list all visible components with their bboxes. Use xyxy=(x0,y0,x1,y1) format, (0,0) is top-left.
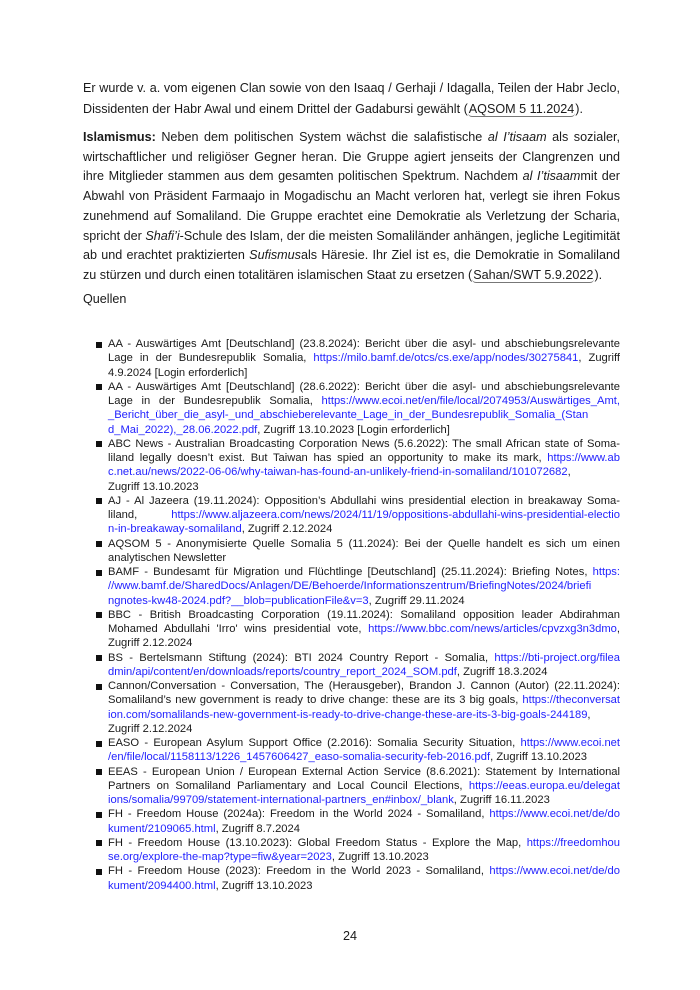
square-bullet-icon xyxy=(96,741,102,747)
text-segment: Partners on Somaliland Parliamentary and Local Council Elections, xyxy=(108,779,469,792)
text-segment: zu stürzen und durch einen totalitären islamischen Staat zu ersetzen ( xyxy=(83,267,473,282)
reference-link[interactable]: https://eeas.europa.eu/delegat xyxy=(468,779,620,792)
text-line xyxy=(108,337,620,351)
text-line xyxy=(108,693,620,707)
text-segment: Lage in der Bundesrepublik Somalia, xyxy=(108,395,322,407)
square-bullet-icon xyxy=(96,869,102,875)
reference-link[interactable]: se.org/explore-the-map?type=fiw&year=2023 xyxy=(108,851,332,863)
square-bullet-icon xyxy=(96,655,102,661)
text-segment: , Zugriff 18.3.2024 xyxy=(456,665,548,678)
text-line xyxy=(108,380,620,394)
text-line xyxy=(108,807,620,821)
text-segment: , Zugriff xyxy=(578,352,620,365)
text-line xyxy=(83,167,620,187)
square-bullet-icon xyxy=(96,384,102,390)
text-line xyxy=(108,864,620,878)
reference-link[interactable]: https://www.ecoi.net/en/file/local/2074953/Auswärtiges_Amt, xyxy=(321,395,620,407)
sources-heading: Quellen xyxy=(83,292,127,306)
reference-link[interactable]: n-in-breakaway-somaliland xyxy=(108,523,242,536)
citation-link[interactable]: AQSOM 5 11.2024 xyxy=(468,101,575,116)
square-bullet-icon xyxy=(96,441,102,447)
text-line xyxy=(108,423,620,437)
text-line xyxy=(108,708,620,722)
text-line xyxy=(108,508,620,522)
reference-item xyxy=(96,437,620,494)
square-bullet-icon xyxy=(96,769,102,775)
text-segment: Zugriff 2.12.2024 xyxy=(108,637,193,650)
reference-link[interactable]: https://www.ab xyxy=(547,452,620,464)
reference-link[interactable]: dmin/api/content/en/downloads/reports/country_report_2024_SOM.pdf xyxy=(108,665,457,678)
text-line xyxy=(108,636,620,650)
paragraph-islamismus xyxy=(83,128,620,286)
text-segment: Lage in der Bundesrepublik Somalia, xyxy=(108,352,314,365)
text-segment: ihre Mitglieder stammen aus dem gesamten politischen Spektrum. Nachdem xyxy=(83,169,523,184)
text-line xyxy=(108,793,620,807)
text-line xyxy=(108,879,620,893)
text-line xyxy=(108,451,620,465)
square-bullet-icon xyxy=(96,612,102,618)
reference-link[interactable]: https://www.bbc.com/news/articles/cpvzxg3n3dmo xyxy=(368,623,617,635)
text-segment: analytischen Newsletter xyxy=(108,551,227,564)
reference-link[interactable]: c.net.au/news/2022-06-06/why-taiwan-has-found-an-unlikely-friend-in-somaliland/101072682 xyxy=(108,466,568,479)
reference-link[interactable]: d_Mai_2022),_28.06.2022.pdf xyxy=(108,423,258,436)
reference-link[interactable]: https://milo.bamf.de/otcs/cs.exe/app/nodes/30275841 xyxy=(313,352,579,365)
text-segment: Mohamed Abdullahi 'Irro' wins presidential vote, xyxy=(108,623,369,635)
text-line xyxy=(108,836,620,850)
reference-item xyxy=(96,679,620,736)
reference-link[interactable]: https://www.ecoi.net/de/do xyxy=(489,865,620,878)
reference-link[interactable]: https://bti-project.org/filea xyxy=(494,651,620,664)
reference-item xyxy=(96,765,620,808)
text-segment: Neben dem politischen System wächst die salafistische xyxy=(155,130,488,144)
text-line xyxy=(108,394,620,408)
text-line xyxy=(83,99,620,120)
text-line xyxy=(108,408,620,422)
text-segment: , Zugriff 16.11.2023 xyxy=(453,794,550,806)
text-line xyxy=(108,722,620,736)
reference-link[interactable]: https: xyxy=(592,566,620,578)
reference-link[interactable]: https://www.ecoi.net/de/do xyxy=(489,808,620,821)
text-segment: , xyxy=(587,708,591,721)
text-segment: BBC - British Broadcasting Corporation (19.11.2024): Somaliland opposition leader Abdirahman xyxy=(108,608,620,621)
bold-term: Islamismus: xyxy=(83,130,156,144)
text-line xyxy=(83,148,620,168)
text-line xyxy=(83,207,620,227)
text-line xyxy=(108,736,620,750)
reference-link[interactable]: ion.com/somalilands-new-government-is-ready-to-drive-change-these-are-its-3-big-goals-244189 xyxy=(108,708,588,721)
square-bullet-icon xyxy=(96,342,102,348)
square-bullet-icon xyxy=(96,684,102,690)
text-segment: spricht der xyxy=(83,228,146,243)
italic-term: al I’tisaam xyxy=(487,130,547,144)
text-line xyxy=(108,594,620,608)
reference-link[interactable]: https://www.ecoi.net xyxy=(520,737,620,749)
text-segment: ab und erachtet praktizierten xyxy=(83,248,250,263)
reference-item xyxy=(96,864,620,893)
text-segment: , Zugriff 8.7.2024 xyxy=(215,822,300,835)
text-segment: wirtschaftlicher und religiöser Gegner heran. Die Gruppe agiert jenseits der Clangrenzen und xyxy=(83,149,620,164)
text-line xyxy=(83,128,620,148)
paragraph-election xyxy=(83,78,620,119)
text-segment: EASO - European Asylum Support Office (2.2016): Somalia Security Situation, xyxy=(108,737,521,749)
reference-item xyxy=(96,807,620,836)
reference-link[interactable]: /en/file/local/1158113/1226_1457606427_easo-somalia-security-feb-2016.pdf xyxy=(108,751,491,764)
text-segment: liland legally doesn’t exist. But Taiwan has spied an opportunity to make its mark, xyxy=(108,452,548,464)
text-line xyxy=(108,622,620,636)
text-segment: , xyxy=(616,623,620,635)
text-segment: AA - Auswärtiges Amt [Deutschland] (28.6.2022): Bericht über die asyl- und abschiebungsrelevante xyxy=(108,380,620,393)
text-segment: , Zugriff 13.10.2023 xyxy=(215,879,313,892)
text-segment: Zugriff 13.10.2023 xyxy=(108,480,199,493)
square-bullet-icon xyxy=(96,840,102,846)
reference-link[interactable]: kument/2109065.html xyxy=(108,822,216,835)
text-line xyxy=(108,465,620,479)
reference-link[interactable]: ngnotes-kw48-2024.pdf?__blob=publicationFile&v=3 xyxy=(108,594,369,607)
text-line xyxy=(83,246,620,266)
text-segment: BAMF - Bundesamt für Migration und Flüchtlinge [Deutschland] (25.11.2024): Briefing Notes, xyxy=(108,566,593,578)
text-line xyxy=(83,227,620,247)
italic-term: Sufismus xyxy=(249,248,301,263)
text-segment: , Zugriff 13.10.2023 xyxy=(490,751,587,764)
text-line xyxy=(83,266,620,286)
reference-item xyxy=(96,337,620,380)
text-segment: Cannon/Conversation - Conversation, The (Herausgeber), Brandon J. Cannon (Autor) (22.11.2024): xyxy=(108,680,620,692)
text-line xyxy=(108,822,620,836)
text-segment: 4.9.2024 [Login erforderlich] xyxy=(108,366,248,379)
text-line xyxy=(108,351,620,365)
text-segment: als Häresie. Ihr Ziel ist es, die Demokratie in Somaliland xyxy=(300,248,620,263)
reference-item xyxy=(96,651,620,680)
text-line xyxy=(108,779,620,793)
text-segment: Zugriff 2.12.2024 xyxy=(108,722,193,735)
square-bullet-icon xyxy=(96,812,102,818)
text-segment: Abwahl von Präsident Farmaajo in Mogadischu an Macht verloren hat, verlegt sie ihren Fokus xyxy=(83,189,620,204)
text-line xyxy=(108,579,620,593)
text-segment: -Schule des Islam, der die meisten Somaliländer anhängen, jegliche Legitimität xyxy=(179,228,621,243)
italic-term: al I’tisaam xyxy=(522,169,581,184)
reference-list xyxy=(96,337,620,893)
text-segment: , Zugriff 2.12.2024 xyxy=(241,523,333,536)
text-segment: mit der xyxy=(580,169,621,184)
text-segment: Er wurde v. a. vom eigenen Clan sowie von den Isaaq / Gerhaji / Idagalla, Teilen der Habr Jeclo, xyxy=(83,81,620,95)
text-segment: Somaliland’s new government is ready to drive change: these are its 3 big goals, xyxy=(108,694,523,707)
text-line xyxy=(108,750,620,764)
text-segment: FH - Freedom House (2023): Freedom in the World 2023 - Somaliland, xyxy=(108,865,490,878)
text-segment: liland, xyxy=(108,509,172,521)
reference-link[interactable]: https://www.aljazeera.com/news/2024/11/19/oppositions-abdullahi-wins-presidential-electio xyxy=(171,509,620,521)
text-segment: ). xyxy=(594,267,603,282)
text-segment: , Zugriff 13.10.2023 [Login erforderlich] xyxy=(257,423,450,436)
text-segment: zunehmend auf Somaliland. Die Gruppe erachtet eine Demokratie als Verletzung der Scharia, xyxy=(83,208,620,223)
reference-item xyxy=(96,380,620,437)
reference-item xyxy=(96,608,620,651)
text-segment: AA - Auswärtiges Amt [Deutschland] (23.8.2024): Bericht über die asyl- und abschiebungsrelevante xyxy=(108,338,620,350)
reference-link[interactable]: //www.bamf.de/SharedDocs/Anlagen/DE/Behoerde/Informationszentrum/BriefingNotes/2024/briefi xyxy=(108,580,592,593)
text-segment: als sozialer, xyxy=(546,130,620,144)
reference-item xyxy=(96,537,620,566)
square-bullet-icon xyxy=(96,541,102,547)
square-bullet-icon xyxy=(96,498,102,504)
text-segment: AJ - Al Jazeera (19.11.2024): Opposition’s Abdullahi wins presidential election in breakaway Soma- xyxy=(108,494,620,507)
text-line xyxy=(108,850,620,864)
text-segment: , xyxy=(567,466,571,479)
citation-link[interactable]: Sahan/SWT 5.9.2022 xyxy=(473,267,594,282)
text-segment: ABC News - Australian Broadcasting Corporation News (5.6.2022): The small African state of Soma- xyxy=(108,437,620,450)
reference-item xyxy=(96,565,620,608)
text-line xyxy=(108,608,620,622)
text-segment: ). xyxy=(575,101,583,116)
text-line xyxy=(108,765,620,779)
text-segment: , Zugriff 29.11.2024 xyxy=(368,594,465,607)
text-line xyxy=(108,679,620,693)
reference-item xyxy=(96,494,620,537)
reference-link[interactable]: ions/somalia/99709/statement-international-partners_en#inbox/_blank xyxy=(108,794,454,806)
text-line xyxy=(108,665,620,679)
text-line xyxy=(83,78,620,99)
text-line xyxy=(108,651,620,665)
square-bullet-icon xyxy=(96,570,102,576)
text-segment: FH - Freedom House (13.10.2023): Global Freedom Status - Explore the Map, xyxy=(108,836,527,849)
reference-link[interactable]: _Bericht_über_die_asyl-_und_abschieberelevante_Lage_in_der_Bundesrepublik_Somalia_(Stan xyxy=(108,409,589,422)
text-line xyxy=(83,187,620,207)
reference-item xyxy=(96,836,620,865)
text-segment: Dissidenten der Habr Awal und einem Drittel der Gadabursi gewählt ( xyxy=(83,101,468,116)
text-line xyxy=(108,522,620,536)
text-segment: BS - Bertelsmann Stiftung (2024): BTI 2024 Country Report - Somalia, xyxy=(108,651,495,664)
text-line xyxy=(108,480,620,494)
reference-link[interactable]: kument/2094400.html xyxy=(108,879,216,892)
reference-link[interactable]: https://theconversat xyxy=(522,694,620,707)
italic-term: Shafi’i xyxy=(145,228,180,243)
text-segment: FH - Freedom House (2024a): Freedom in the World 2024 - Somaliland, xyxy=(108,808,490,821)
text-line xyxy=(108,551,620,565)
text-segment: EEAS - European Union / European External Action Service (8.6.2021): Statement by International xyxy=(108,765,620,778)
text-line xyxy=(108,494,620,508)
text-line xyxy=(108,437,620,451)
page-number: 24 xyxy=(342,929,357,943)
reference-link[interactable]: https://freedomhou xyxy=(526,836,620,849)
text-segment: AQSOM 5 - Anonymisierte Quelle Somalia 5 (11.2024): Bei der Quelle handelt es sich um einen xyxy=(108,537,620,550)
text-line xyxy=(108,537,620,551)
text-line xyxy=(108,565,620,579)
reference-item xyxy=(96,736,620,765)
text-segment: , Zugriff 13.10.2023 xyxy=(331,851,429,863)
text-line xyxy=(108,366,620,380)
